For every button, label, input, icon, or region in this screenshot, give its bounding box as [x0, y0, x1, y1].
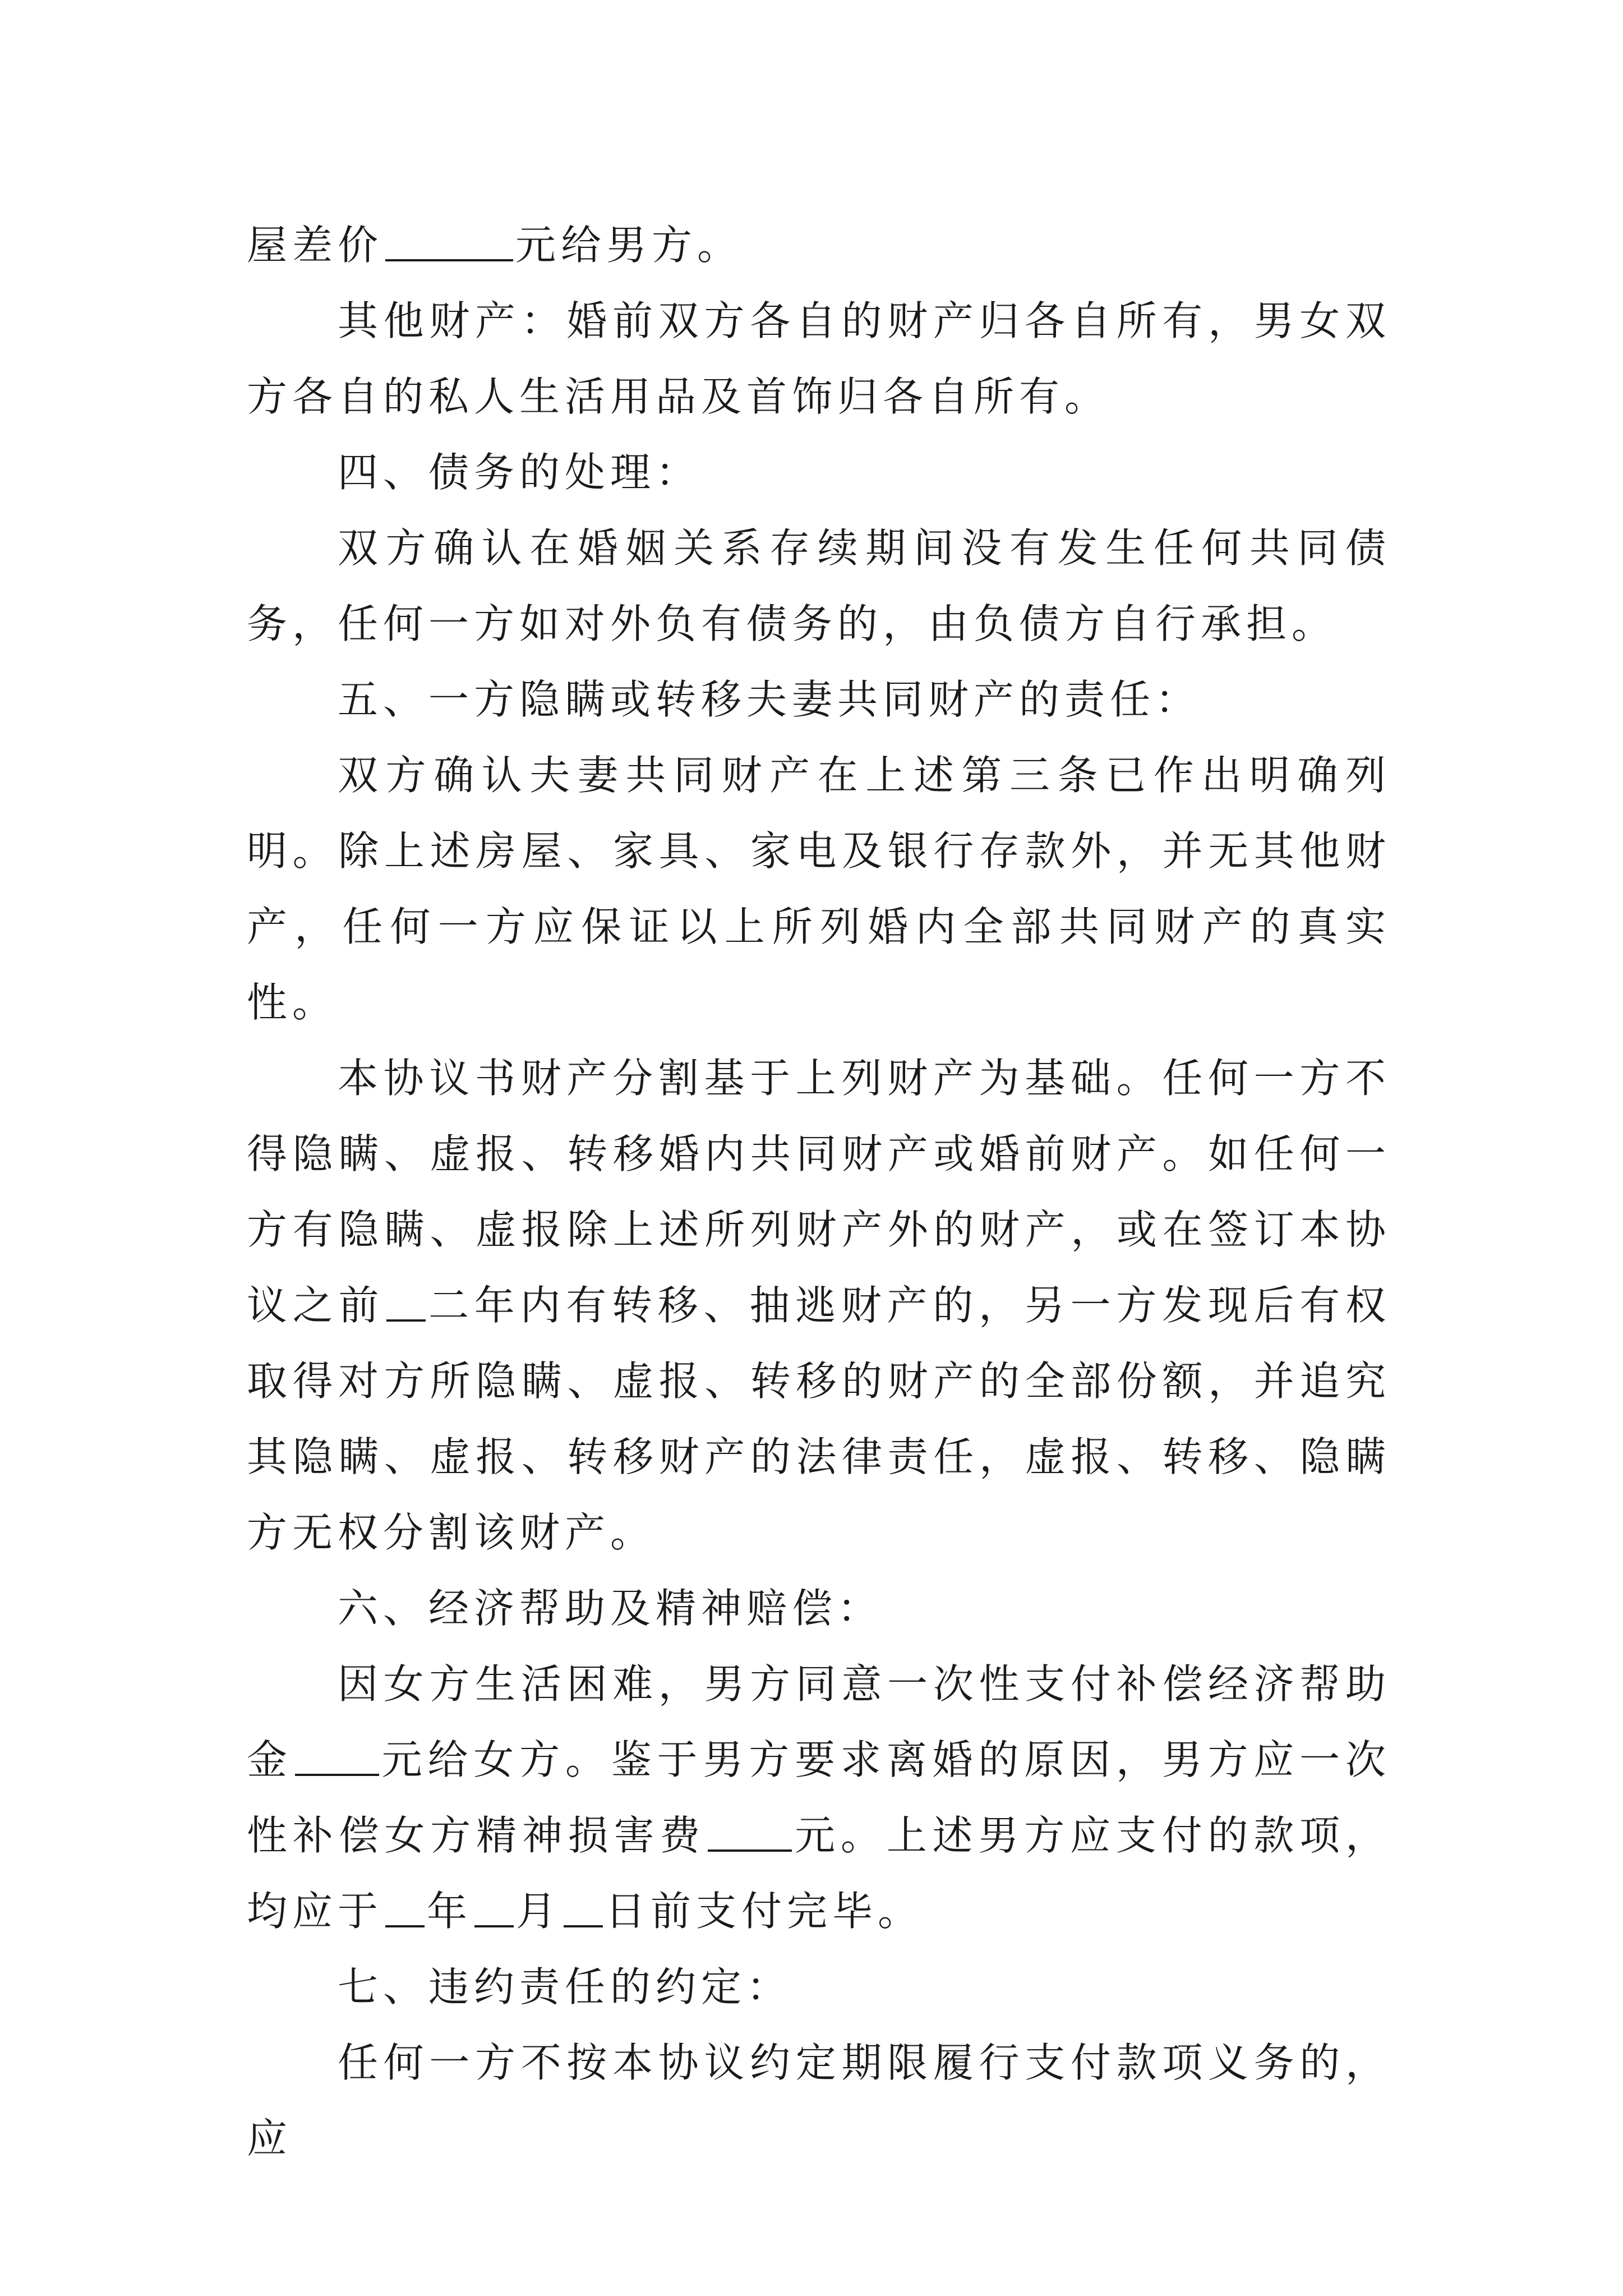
blank-line	[386, 1279, 426, 1322]
section-heading-debts: 四、债务的处理：	[338, 449, 702, 496]
paragraph-house-price-difference: 屋差价 元给男方。	[247, 208, 1391, 283]
blank-line	[385, 219, 513, 261]
blank-line	[295, 1733, 379, 1776]
section-heading-concealment: 五、一方隐瞒或转移夫妻共同财产的责任：	[338, 676, 1201, 723]
paragraph-joint-property-confirmation: 双方确认夫妻共同财产在上述第三条已作出明确列明。除上述房屋、家具、家电及银行存款外，并无其他财产，任何一方应保证以上所列婚内全部共同财产的真实性。	[247, 752, 1391, 1026]
paragraph-compensation: 因女方生活困难，男方同意一次性支付补偿经济帮助金 元给女方。鉴于男方要求离婚的原因，男方应一次性补偿女方精神损害费 元。上述男方应支付的款项，均应于 年 月 日前支付完毕。	[247, 1660, 1391, 1935]
paragraph-debts: 双方确认在婚姻关系存续期间没有发生任何共同债务，任何一方如对外负有债务的，由负债方自行承担。	[247, 524, 1391, 647]
section-heading-breach: 七、违约责任的约定：	[338, 1963, 792, 2010]
section-heading-compensation: 六、经济帮助及精神赔偿：	[338, 1585, 883, 1632]
blank-line	[708, 1809, 792, 1852]
paragraph-other-property: 其他财产：婚前双方各自的财产归各自所有，男女双方各自的私人生活用品及首饰归各自所有。	[247, 297, 1391, 420]
blank-line	[474, 1885, 514, 1927]
document-body	[247, 208, 1391, 2177]
paragraph-breach: 任何一方不按本协议约定期限履行支付款项义务的，应	[247, 2039, 1391, 2162]
blank-line	[564, 1885, 603, 1927]
blank-line	[385, 1885, 425, 1927]
paragraph-concealment-liability: 本协议书财产分割基于上列财产为基础。任何一方不得隐瞒、虚报、转移婚内共同财产或婚前财产。如任何一方有隐瞒、虚报除上述所列财产外的财产，或在签订本协议之前 二年内有转移、抽逃财产的，另一方发现后有权取得对方所隐瞒、虚报、转移的财产的全部份额，并追究其隐瞒、虚报、转移财产的法律责任，虚报、转移、隐瞒方无权分割该财产。	[247, 1055, 1391, 1556]
